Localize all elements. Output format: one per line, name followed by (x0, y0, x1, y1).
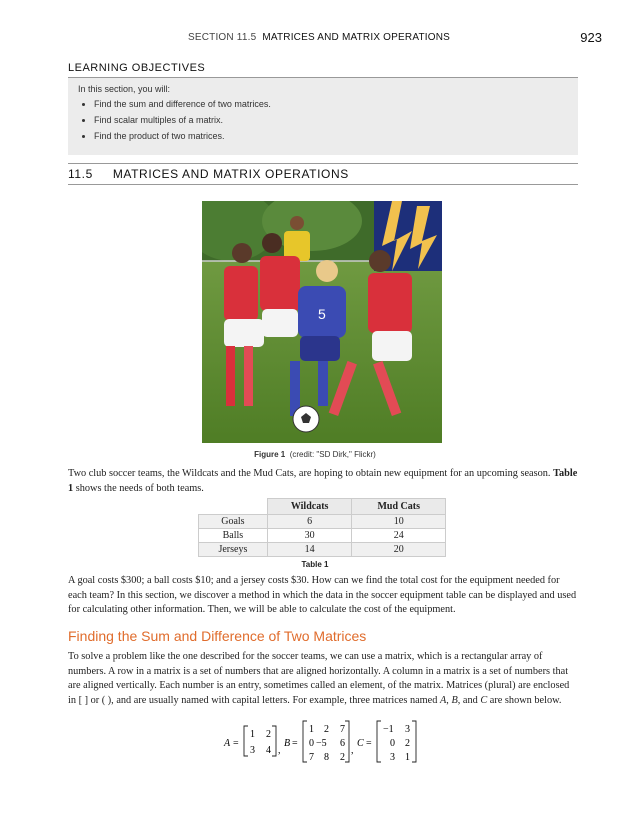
cost-paragraph: A goal costs $300; a ball costs $10; and a jersey costs $30. How can we find the total cost for the equipment needed for each team? In this section, we discover a method in which the data in the soccer equipment table can be displayed and used for calculating other information. Then, we will be able to calculate the cost of the equipment. (68, 575, 577, 615)
matrix-b-label: B (284, 738, 291, 749)
matrix-c-bracket-left (377, 721, 381, 762)
figure-caption (0, 450, 630, 459)
equals-sign: = (292, 738, 298, 749)
table-cell: Goals (199, 515, 268, 529)
objectives-list (78, 99, 578, 141)
intro-text: Two club soccer teams, the Wildcats and the Mud Cats, are hoping to obtain new equipment for an upcoming season. (68, 468, 551, 479)
table-cell: 10 (352, 515, 446, 529)
objectives-intro: In this section, you will: (78, 84, 171, 94)
table-row (199, 543, 446, 557)
table-row (199, 529, 446, 543)
matrix-text-sep: , (446, 694, 449, 706)
matrix-a-bracket-right (272, 726, 276, 756)
table-row (199, 515, 446, 529)
matrix-b-bracket-left (303, 721, 307, 762)
matrix-c-entry: −1 (383, 724, 394, 735)
comma: , (278, 745, 281, 756)
objective-item: • Find scalar multiples of a matrix. (94, 115, 578, 125)
matrix-b-entry: 8 (324, 752, 329, 763)
equals-sign: = (366, 738, 372, 749)
soccer-photo (202, 201, 442, 443)
matrix-name-b: B (451, 694, 458, 706)
matrix-b-bracket-right (345, 721, 349, 762)
running-head (188, 32, 450, 43)
table-reference: Table 1 (68, 468, 578, 494)
subsection-title: Finding the Sum and Difference of Two Matrices (68, 628, 367, 644)
matrix-a-entry: 3 (250, 745, 255, 756)
jersey-number: 5 (318, 306, 326, 322)
matrix-c-entry: 2 (405, 738, 410, 749)
table-caption: Table 1 (301, 560, 329, 569)
matrix-name-a: A (439, 694, 447, 706)
equals-sign: = (233, 738, 239, 749)
matrix-c-entry: 1 (405, 752, 410, 763)
page-number: 923 (580, 30, 602, 45)
matrix-a-label: A (224, 738, 231, 749)
matrix-b-entry: 2 (340, 752, 345, 763)
figure-label: Figure 1 (254, 450, 286, 459)
matrix-a-entry: 1 (250, 729, 255, 740)
section-label: SECTION 11.5 (187, 32, 257, 43)
matrix-a-entry: 2 (266, 729, 271, 740)
matrix-a-bracket-left (244, 726, 248, 756)
matrix-b-entry: 6 (340, 738, 345, 749)
page-header (0, 30, 630, 50)
matrix-b-entry: 7 (340, 724, 345, 735)
matrix-b-entry: 7 (309, 752, 314, 763)
soccer-illustration (202, 201, 442, 443)
matrix-c-bracket-right (412, 721, 416, 762)
objective-item: • Find the sum and difference of two matrices. (94, 99, 578, 109)
objectives-box (68, 78, 578, 155)
matrix-b-entry: 1 (309, 724, 314, 735)
comma: , (351, 745, 354, 756)
table-cell: 20 (352, 543, 446, 557)
matrix-text-end: are shown below. (489, 694, 562, 706)
matrix-c-entry: 3 (390, 752, 395, 763)
section-running-title: MATRICES AND MATRIX OPERATIONS (262, 32, 450, 43)
table-cell: 14 (267, 543, 352, 557)
table-cell: Jerseys (199, 543, 268, 557)
matrix-c-label: C (357, 738, 364, 749)
intro-text-end: shows the needs of both teams. (75, 482, 204, 494)
table-cell: Balls (199, 529, 268, 543)
matrix-b-entry: 0 (309, 738, 314, 749)
matrix-b-entry: −5 (316, 738, 327, 749)
objectives-title: LEARNING OBJECTIVES (68, 62, 578, 78)
table-cell: 24 (352, 529, 446, 543)
intro-paragraph (68, 467, 578, 496)
learning-objectives (68, 62, 578, 155)
matrix-b-entry: 2 (324, 724, 329, 735)
matrix-text: To solve a problem like the one described for the soccer teams, we can use a matrix, which is a rectangular array of numbers. A row in a matrix is a set of numbers that are aligned horizontally. A column in a matrix is a set of numbers that are aligned vertically. Each number is an entry, sometimes called an element, of the matrix. Matrices (plural) are enclosed in [ ] or ( ), and are usually named with capital letters. For example, three matrices named (68, 651, 570, 706)
matrix-c-entry: 3 (405, 724, 410, 735)
table-cell: 30 (267, 529, 352, 543)
equipment-table (198, 498, 446, 557)
table-cell: 6 (267, 515, 352, 529)
section-heading (68, 163, 578, 185)
matrix-display (0, 720, 630, 764)
figure-credit: (credit: "SD Dirk," Flickr) (289, 450, 376, 459)
matrix-text-sep: , and (457, 694, 478, 706)
matrix-paragraph (68, 650, 578, 708)
matrix-a-entry: 4 (266, 745, 271, 756)
table-header-cell: Mud Cats (352, 499, 446, 515)
section-number: 11.5 (68, 167, 93, 181)
matrix-name-c: C (480, 694, 488, 706)
table-header-cell: Wildcats (267, 499, 352, 515)
matrix-c-entry: 0 (390, 738, 395, 749)
table-header-row (199, 499, 446, 515)
section-title: MATRICES AND MATRIX OPERATIONS (112, 167, 349, 181)
objective-item: • Find the product of two matrices. (94, 131, 578, 141)
table-header-cell (199, 499, 268, 515)
